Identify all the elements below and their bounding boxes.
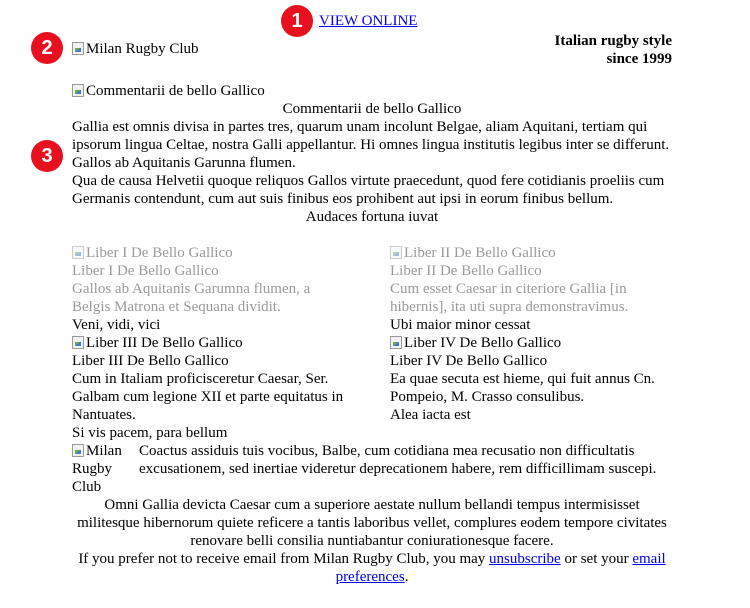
unsubscribe-suffix: .	[404, 569, 409, 585]
tagline	[554, 32, 672, 68]
annotation-badge-1: 1	[281, 5, 313, 37]
tagline-line-1: Italian rugby style	[554, 33, 672, 49]
book-title: Liber I De Bello Gallico	[72, 263, 219, 279]
book-quote: Alea iacta est	[390, 407, 471, 423]
broken-image-icon	[72, 246, 84, 259]
annotation-badge-2: 2	[31, 32, 63, 64]
intro-image-alt: Commentarii de bello Gallico	[86, 83, 265, 99]
broken-image-icon	[390, 246, 402, 259]
intro-motto: Audaces fortuna iuvat	[305, 209, 439, 225]
book-card-4	[390, 334, 660, 424]
book-image-alt: Liber IV De Bello Gallico	[404, 335, 562, 351]
closing-paragraph: Omni Gallia devicta Caesar cum a superiore aestate nullum bellandi tempus intermisisset militesque hibernorum quiete reficere a tantis laboribus vellet, complures eodem tempore civitates renovare belli consilia nuntiabantur coniurationesque facere.	[77, 497, 667, 549]
email-preferences-link[interactable]: email preferences	[335, 551, 666, 585]
broken-image-icon	[72, 336, 84, 349]
footer-side-text: Coactus assiduis tuis vocibus, Balbe, cum cotidiana mea recusatio non difficultatis excusationem, sed inertiae videretur deprecationem habere, rem difficillimam suscepi.	[139, 443, 657, 477]
book-image-4	[390, 334, 561, 352]
intro-paragraph-2: Qua de causa Helvetii quoque reliquos Gallos virtute praecedunt, quod fere cotidianis proeliis cum Germanis contendunt, cum aut suis finibus eos prohibent aut ipsi in eorum finibus bellum.	[72, 173, 665, 207]
book-title: Liber III De Bello Gallico	[72, 353, 229, 369]
book-title: Liber IV De Bello Gallico	[390, 353, 548, 369]
book-text: Ea quae secuta est hieme, qui fuit annus Cn. Pompeio, M. Crasso consulibus.	[390, 371, 655, 405]
footer-logo-image	[72, 442, 134, 496]
book-title: Liber II De Bello Gallico	[390, 263, 542, 279]
annotation-badge-3: 3	[31, 140, 63, 172]
club-logo-alt: Milan Rugby Club	[86, 41, 199, 57]
book-image-2	[390, 244, 556, 262]
book-image-alt: Liber III De Bello Gallico	[86, 335, 243, 351]
broken-image-icon	[72, 444, 84, 457]
book-quote-1: Veni, vidi, vici	[72, 317, 161, 333]
book-image-alt: Liber I De Bello Gallico	[86, 245, 233, 261]
book-image-3	[72, 334, 243, 352]
broken-image-icon	[390, 336, 402, 349]
broken-image-icon	[72, 84, 84, 97]
book-text: Gallos ab Aquitanis Garumna flumen, a Belgis Matrona et Sequana dividit.	[72, 281, 311, 315]
broken-image-icon	[72, 42, 84, 55]
book-image-alt: Liber II De Bello Gallico	[404, 245, 556, 261]
intro-section	[72, 82, 672, 226]
book-quote-2: Ubi maior minor cessat	[390, 317, 531, 333]
footer-logo-alt: Milan Rugby Club	[72, 443, 122, 495]
book-image-1	[72, 244, 233, 262]
book-card-3	[72, 334, 357, 442]
intro-heading: Commentarii de bello Gallico	[282, 101, 462, 117]
unsubscribe-link[interactable]: unsubscribe	[489, 551, 561, 567]
book-card-2	[390, 244, 660, 316]
unsubscribe-prefix: If you prefer not to receive email from Milan Rugby Club, you may	[78, 551, 486, 567]
book-text: Cum esset Caesar in citeriore Gallia [in hibernis], ita uti supra demonstravimus.	[390, 281, 629, 315]
intro-paragraph-1: Gallia est omnis divisa in partes tres, quarum unam incolunt Belgae, aliam Aquitani, tertiam qui ipsorum lingua Celtae, nostra Galli appellantur. Hi omnes lingua institutis legibus inter se differunt. Gallos ab Aquitanis Garunna flumen.	[72, 119, 670, 171]
book-card-1	[72, 244, 342, 316]
book-quote: Si vis pacem, para bellum	[72, 425, 228, 441]
intro-image	[72, 82, 265, 100]
tagline-line-2: since 1999	[606, 51, 672, 67]
club-logo-image	[72, 40, 199, 58]
unsubscribe-notice	[62, 550, 682, 586]
book-text: Cum in Italiam proficisceretur Caesar, Ser. Galbam cum legione XII et parte equitatus in Nantuates.	[72, 371, 344, 423]
view-online-link[interactable]: VIEW ONLINE	[319, 13, 418, 29]
unsubscribe-middle: or set your	[564, 551, 629, 567]
